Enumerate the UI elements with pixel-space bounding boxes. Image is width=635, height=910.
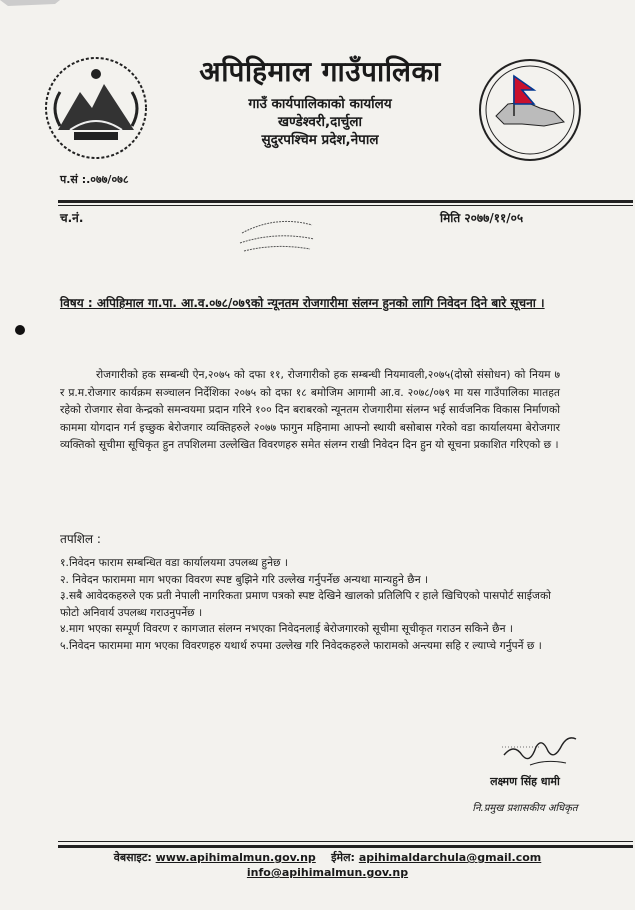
signatory-name: लक्ष्मण सिंह धामी [490, 775, 560, 788]
office-subtitle: गाउँ कार्यपालिकाको कार्यालय [248, 96, 392, 112]
municipality-title: अपिहिमाल गाउँपालिका [199, 55, 441, 88]
page-corner-mark [0, 0, 60, 30]
header-rule-thin [58, 205, 633, 206]
notice-subject: विषय : अपिहिमाल गा.पा. आ.व.०७८/०७९को न्यूनतम रोजगारीमा संलग्न हुनको लागि निवेदन दिने बारे सूचना । [60, 296, 545, 310]
footer-email-line [40, 866, 615, 879]
chalani-number: च.नं. [60, 211, 84, 225]
location-subtitle: खण्डेश्वरी,दार्चुला [278, 114, 362, 130]
letter-date: मिति २०७७/११/०५ [440, 211, 524, 225]
signatory-role: नि.प्रमुख प्रशासकीय अधिकृत [472, 803, 578, 814]
website-link[interactable]: www.apihimalmun.gov.np [155, 851, 316, 864]
footer-contact-line [40, 850, 615, 865]
details-heading: तपशिल : [60, 532, 101, 546]
email-label: ईमेल: [331, 851, 355, 864]
notice-body: रोजगारीको हक सम्बन्धी ऐन,२०७५ को दफा ११, रोजगारीको हक सम्बन्धी नियमावली,२०७५(दोस्रो संसोधन) को नियम ७ र प्र.म.रोजगार कार्यक्रम सञ्चालन निर्देशिका २०७५ को दफा १८ बमोजिम आगामी आ.व. २०७८/०७९ मा यस गाउँपालिका मातहत रहेको रोजगार सेवा केन्द्रको समन्वयमा प्रदान गरिने १०० दिन बराबरको न्यूनतम रोजगारीमा संलग्न भई सार्वजनिक विकास निर्माणको काममा योगदान गर्न इच्छुक बेरोजगार व्यक्तिहरुले २०७७ फागुन महिनामा आफ्नो स्थायी बसोबास गरेको वडा कार्यालयमा बेरोजगार व्यक्तिको सूचीमा सूचिकृत हुन तपशिलमा उल्लेखित विवरणहरु समेत संलग्न राखी निवेदन दिन हुन यो सूचना प्रकाशित गरिएको छ । [60, 368, 560, 451]
email-link[interactable]: apihimaldarchula@gmail.com [358, 851, 542, 864]
website-label: वेबसाइट: [113, 851, 152, 864]
details-item: ४.माग भएका सम्पूर्ण विवरण र कागजात संलग्न नभएका निवेदनलाई बेरोजगारको सूचीमा सूचीकृत गराउन सकिने छैन । [60, 622, 513, 635]
footer-rule-thin [58, 841, 633, 842]
email-link-secondary[interactable]: info@apihimalmun.gov.np [246, 866, 409, 879]
patra-sankhya: प.सं :.०७७/०७८ [60, 173, 129, 186]
details-item: १.निवेदन फाराम सम्बन्धित वडा कार्यालयमा उपलब्ध हुनेछ । [60, 556, 288, 569]
details-item: ५.निवेदन फाराममा माग भएका विवरणहरु यथार्थ रुपमा उल्लेख गरि निवेदकहरुले फारामको अन्त्यमा सहि र ल्याप्चे गर्नुपर्ने छ । [60, 638, 542, 652]
header-rule-thick [58, 200, 633, 203]
nepal-emblem-icon [40, 52, 152, 164]
punch-hole [15, 325, 25, 335]
province-subtitle: सुदुरपश्चिम प्रदेश,नेपाल [261, 132, 379, 148]
nepal-map-flag-icon [474, 54, 586, 166]
details-list [60, 555, 570, 654]
footer-rule-thick [58, 845, 633, 848]
details-item: २. निवेदन फाराममा माग भएका विवरण स्पष्ट बुझिने गरि उल्लेख गर्नुपर्नेछ अन्यथा मान्यहुने छैन । [60, 572, 429, 586]
office-stamp-icon [232, 213, 320, 255]
handwritten-signature [500, 725, 580, 770]
details-item: ३.सबै आवेदकहरुले एक प्रती नेपाली नागरिकता प्रमाण पत्रको स्पष्ट देखिने खालको प्रतिलिपि र हाले खिचिएको पासपोर्ट साईजको फोटो अनिवार्य उपलब्ध गराउनुपर्नेछ । [60, 589, 551, 619]
